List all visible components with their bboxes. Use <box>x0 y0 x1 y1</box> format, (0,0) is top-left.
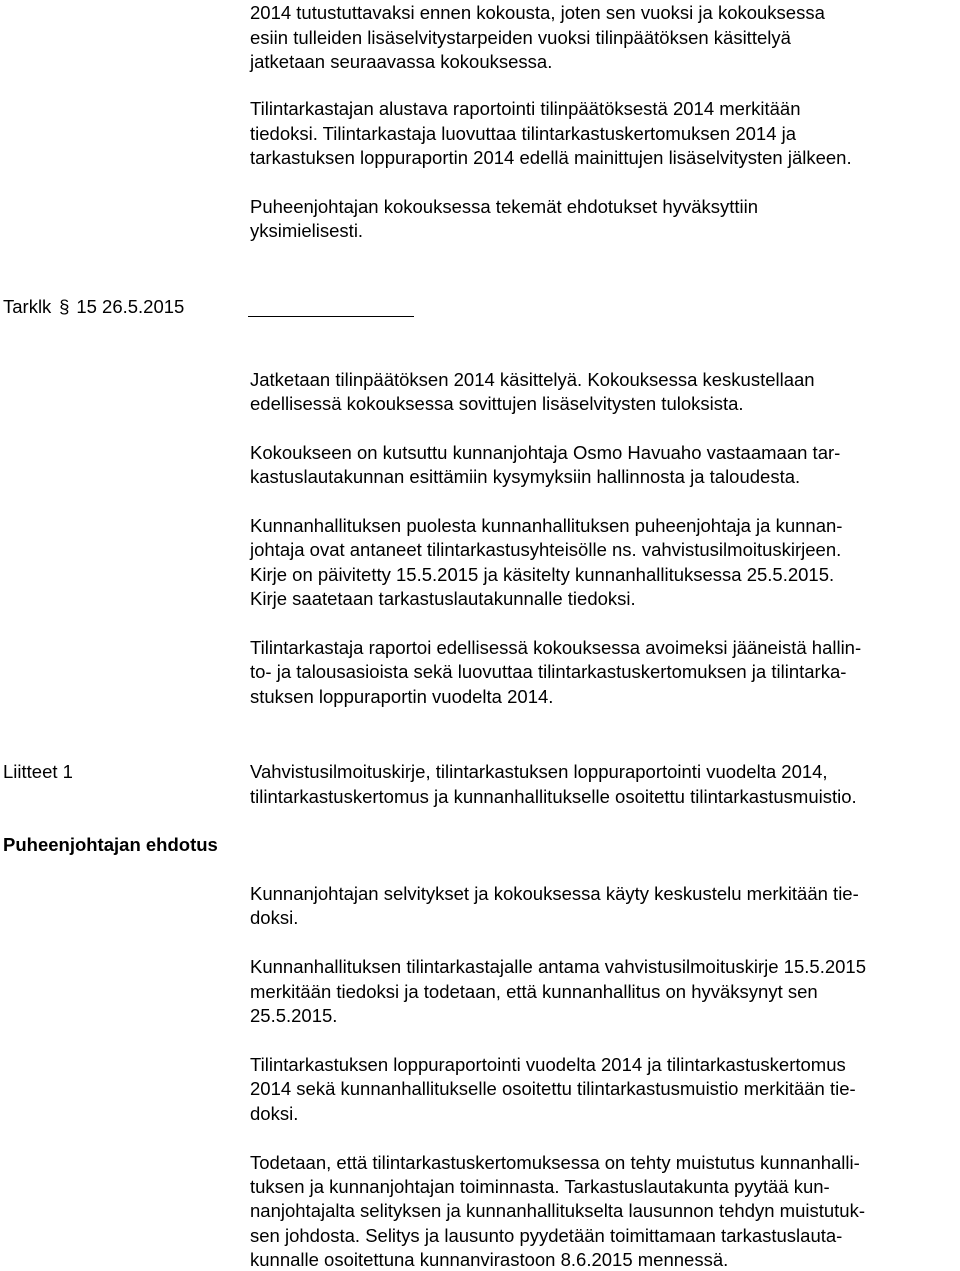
text-line: Todetaan, että tilintarkastuskertomuksessa on tehty muistutus kunnanhalli- <box>250 1152 860 1173</box>
text-line: sen johdosta. Selitys ja lausunto pyydetään toimittamaan tarkastuslauta- <box>250 1225 843 1246</box>
text-line: Vahvistusilmoituskirje, tilintarkastuksen loppuraportointi vuodelta 2014, <box>250 761 828 782</box>
text-line: 2014 sekä kunnanhallitukselle osoitettu tilintarkastusmuistio merkitään tie- <box>250 1078 856 1099</box>
text-line: yksimielisesti. <box>250 220 364 241</box>
text-line: Tilintarkastuksen loppuraportointi vuodelta 2014 ja tilintarkastuskertomus <box>250 1054 846 1075</box>
text-line: Tilintarkastajan alustava raportointi tilinpäätöksestä 2014 merkitään <box>250 98 801 119</box>
text-line: stuksen loppuraportin vuodelta 2014. <box>250 686 554 707</box>
text-line: Kokoukseen on kutsuttu kunnanjohtaja Osmo Havuaho vastaamaan tar- <box>250 442 841 463</box>
text-line: nanjohtajalta selityksen ja kunnanhallitukselta lausunnon tehdyn muistutuk- <box>250 1200 865 1221</box>
section-number: 15 <box>76 296 97 317</box>
text-line: tiedoksi. Tilintarkastaja luovuttaa tilintarkastuskertomuksen 2014 ja <box>250 123 797 144</box>
text-line: to- ja talousasioista sekä luovuttaa tilintarkastuskertomuksen ja tilintarka- <box>250 661 847 682</box>
text-line: Kirje on päivitetty 15.5.2015 ja käsitelty kunnanhallituksessa 25.5.2015. <box>250 564 835 585</box>
text-line: tilintarkastuskertomus ja kunnanhallitukselle osoitettu tilintarkastusmuistio. <box>250 786 857 807</box>
section-sign-icon: § <box>59 296 70 317</box>
text-line: tarkastuksen loppuraportin 2014 edellä mainittujen lisäselvitysten jälkeen. <box>250 147 852 168</box>
text-line: Kirje saatetaan tarkastuslautakunnalle tiedoksi. <box>250 588 636 609</box>
text-line: Puheenjohtajan kokouksessa tekemät ehdotukset hyväksyttiin <box>250 196 759 217</box>
text-line: doksi. <box>250 1103 299 1124</box>
text-line: kastuslautakunnan esittämiin kysymyksiin hallinnosta ja taloudesta. <box>250 466 801 487</box>
text-line: jatketaan seuraavassa kokouksessa. <box>250 51 553 72</box>
text-line: Kunnanjohtajan selvitykset ja kokouksessa käyty keskustelu merkitään tie- <box>250 883 859 904</box>
meeting-reference <box>3 296 184 318</box>
text-line: esiin tulleiden lisäselvitystarpeiden vuoksi tilinpäätöksen käsittelyä <box>250 27 791 48</box>
text-line: edellisessä kokouksessa sovittujen lisäselvitysten tuloksista. <box>250 393 744 414</box>
text-line: tuksen ja kunnanjohtajan toiminnasta. Tarkastuslautakunta pyytää kun- <box>250 1176 830 1197</box>
text-line: 2014 tutustuttavaksi ennen kokousta, joten sen vuoksi ja kokouksessa <box>250 2 825 23</box>
meeting-date: 26.5.2015 <box>102 296 185 317</box>
text-line: kunnalle osoitettuna kunnanvirastoon 8.6.2015 mennessä. <box>250 1249 729 1270</box>
text-line: doksi. <box>250 907 299 928</box>
text-line: johtaja ovat antaneet tilintarkastusyhteisölle ns. vahvistusilmoituskirjeen. <box>250 539 842 560</box>
text-line: 25.5.2015. <box>250 1005 338 1026</box>
text-line: Tilintarkastaja raportoi edellisessä kokouksessa avoimeksi jääneistä hallin- <box>250 637 862 658</box>
text-line: merkitään tiedoksi ja todetaan, että kunnanhallitus on hyväksynyt sen <box>250 981 818 1002</box>
chair-proposal-heading: Puheenjohtajan ehdotus <box>3 834 218 855</box>
meeting-body: Tarklk <box>3 296 52 317</box>
attachments-label: Liitteet 1 <box>3 761 73 782</box>
text-line: Kunnanhallituksen tilintarkastajalle antama vahvistusilmoituskirje 15.5.2015 <box>250 956 866 977</box>
text-line: Jatketaan tilinpäätöksen 2014 käsittelyä. Kokouksessa keskustellaan <box>250 369 815 390</box>
separator-line <box>248 316 414 317</box>
text-line: Kunnanhallituksen puolesta kunnanhallituksen puheenjohtaja ja kunnan- <box>250 515 843 536</box>
